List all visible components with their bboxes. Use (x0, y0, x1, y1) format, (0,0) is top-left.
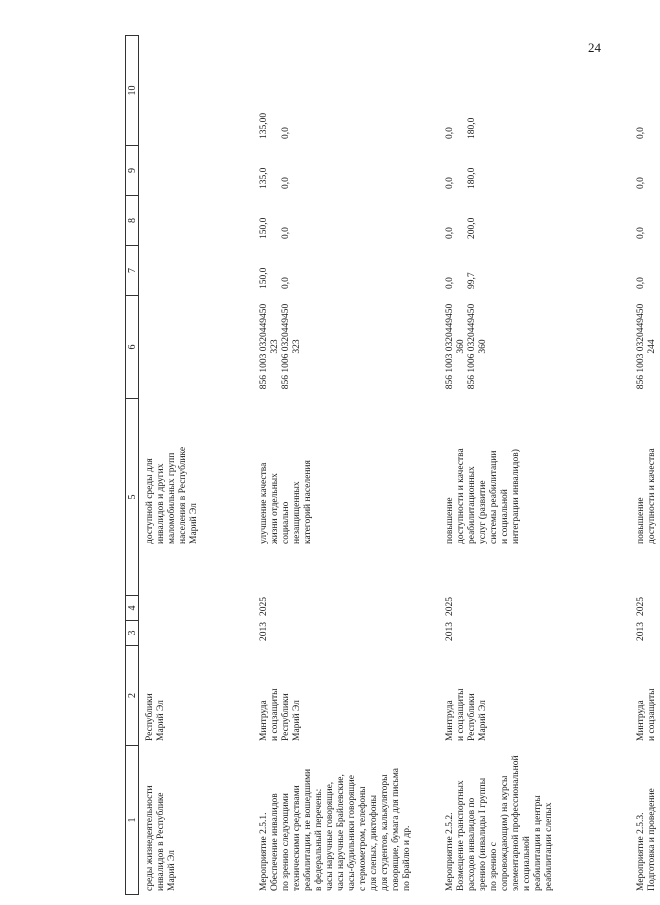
column-header-9: 9 (125, 145, 139, 195)
table-row-cell-executor: Республики Марий Эл (145, 693, 166, 741)
table-row-cell-value-7: 150,0 0,0 (259, 267, 291, 289)
table-row-cell-result: улучшение качества жизни отдельных социально незащищенных категорий населения (259, 460, 313, 544)
table-row-cell-event: Мероприятие 2.5.2. Возмещение транспортных расходов инвалидов по зрению (инвалиды I группы по зрению с сопровождающим) на курсы элементарной профессиональной и социальной реабилитации в центры реабилитации слепых (445, 755, 554, 891)
table-row-cell-executor: Минтруда и соцзащиты Республики Марий Эл (259, 688, 302, 741)
table-row-cell-value-10 (139, 95, 253, 145)
column-header-3: 3 (125, 620, 139, 645)
table-row-cell-value-9: 0,0 180,0 (445, 167, 477, 189)
table-row-cell-code: 856 1003 0320449450 360 856 1006 0320449450 360 (445, 303, 488, 390)
column-header-8: 8 (125, 195, 139, 245)
table-row-cell-value-7: 0,0 99,7 (445, 272, 477, 289)
table-row-cell-result: доступной среды для инвалидов и других маломобильных групп населения в Республике Марий Эл (145, 446, 199, 544)
table-row-cell-start-year: 2013 (259, 622, 269, 641)
table-row-cell-result: повышение доступности и качества реабилитационных услуг (развитие системы реабилитации и социальной интеграции инвалидов) (445, 448, 521, 544)
table-row-cell-value-7 (139, 245, 253, 295)
table-row-cell-executor: Минтруда и соцзащиты Республики Марий Эл (445, 688, 488, 741)
table-row-cell-start-year: 2013 (445, 622, 455, 641)
table-row-cell-value-8: 0,0 (636, 227, 646, 239)
table-row-cell-value-9: 0,0 (636, 177, 646, 189)
column-header-1: 1 (125, 745, 139, 895)
table-row-cell-value-8 (139, 195, 253, 245)
column-header-2: 2 (125, 645, 139, 745)
table-row-cell-event: Мероприятие 2.5.1. Обеспечение инвалидов по зрению следующими техническими средствами реабилитации, не вошедшими в федеральный перечень: часы наручные говорящие, часы наручные Брайлевские, часы-будильники говорящие с термометром, телефоны для слепых, диктофоны для студентов, калькуляторы говорящие, бумага для письма по Брайлю и др. (259, 767, 412, 891)
table-row-cell-end-year: 2025 (259, 597, 269, 616)
table-row-cell-value-10: 0,0 (636, 127, 646, 139)
column-header-4: 4 (125, 595, 139, 620)
table-row-cell-start-year (139, 620, 253, 645)
column-header-7: 7 (125, 245, 139, 295)
table-row-cell-value-9: 135,0 0,0 (259, 167, 291, 189)
table-row-cell-value-10: 0,0 180,0 (445, 117, 477, 139)
program-table (125, 35, 657, 895)
table-row-cell-start-year: 2013 (636, 622, 646, 641)
table-row-cell-code: 856 1003 0320449450 244 (636, 303, 657, 390)
table-row-cell-value-9 (139, 145, 253, 195)
column-header-10: 10 (125, 35, 139, 145)
table-row-cell-value-10: 135,00 0,0 (259, 112, 291, 139)
table-row-cell-result: повышение доступности и качества (636, 448, 657, 544)
table-row-cell-value-8: 150,0 0,0 (259, 217, 291, 239)
table-row-cell-executor: Минтруда и соцзащиты (636, 688, 657, 741)
table-row-cell-value-8: 0,0 200,0 (445, 217, 477, 239)
table-row-cell-event: среды жизнедеятельности инвалидов в Республике Марий Эл (145, 785, 177, 891)
table-row-cell-end-year: 2025 (445, 597, 455, 616)
table-row-cell-event: Мероприятие 2.5.3. Подготовка и проведение (636, 788, 657, 891)
column-header-5: 5 (125, 398, 139, 595)
table-row-cell-value-7: 0,0 (636, 277, 646, 289)
table-row-cell-end-year: 2025 (636, 597, 646, 616)
column-header-6: 6 (125, 295, 139, 398)
table-row-cell-end-year (139, 595, 253, 620)
rotated-table (125, 35, 657, 895)
table-row-cell-code: 856 1003 0320449450 323 856 1006 0320449450 323 (259, 303, 302, 390)
table-row-cell-code (139, 295, 253, 398)
page-number: 24 (588, 40, 601, 55)
